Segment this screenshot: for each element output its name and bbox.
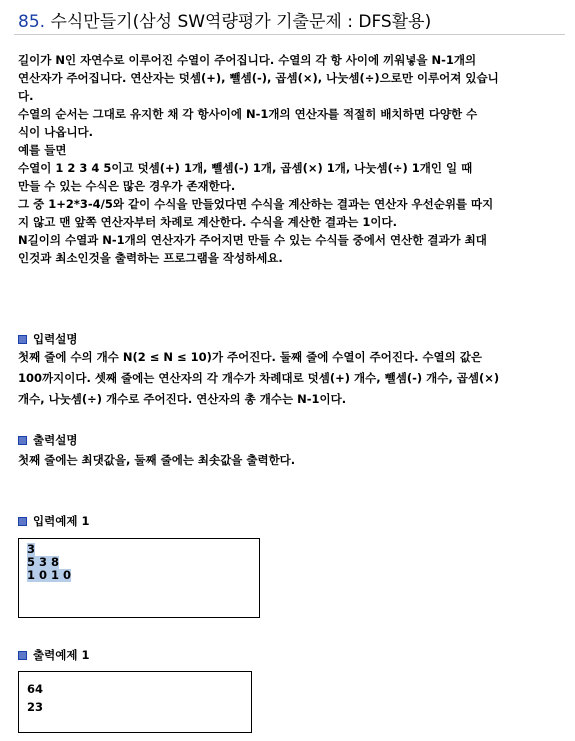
problem-number: 85. — [18, 12, 46, 32]
input-example-heading — [18, 513, 89, 529]
input-example-line: 5 3 8 — [27, 555, 60, 569]
description-line: 예를 들면 — [18, 143, 67, 157]
input-desc-heading-label: 입력설명 — [33, 332, 78, 346]
description-line: 연산자가 주어집니다. 연산자는 덧셈(+), 뺄셈(-), 곱셈(×), 나눗셈(÷)으로만 이루어져 있습니 — [18, 71, 499, 85]
description-line: 수열이 1 2 3 4 5이고 덧셈(+) 1개, 뺄셈(-) 1개, 곱셈(×) 1개, 나눗셈(÷) 1개인 일 때 — [18, 161, 473, 175]
input-example-heading-label: 입력예제 1 — [33, 514, 90, 528]
output-example-heading — [18, 647, 89, 663]
description-line: 지 않고 맨 앞쪽 연산자부터 차례로 계산한다. 수식을 계산한 결과는 1이다. — [18, 215, 397, 229]
description-line: 다. — [18, 89, 34, 103]
description-line: 그 중 1+2*3-4/5와 같이 수식을 만들었다면 수식을 계산하는 결과는 연산자 우선순위를 따지 — [18, 197, 494, 211]
input-example-line: 1 0 1 0 — [27, 568, 72, 582]
input-desc-body — [18, 347, 563, 410]
output-example-line: 23 — [27, 700, 44, 714]
output-example-line: 64 — [27, 682, 44, 696]
description-line: 인것과 최소인것을 출력하는 프로그램을 작성하세요. — [18, 251, 283, 265]
input-desc-line: 개수, 나눗셈(÷) 개수로 주어진다. 연산자의 총 개수는 N-1이다. — [18, 392, 347, 406]
output-example-box — [18, 671, 252, 733]
description-line: 수열의 순서는 그대로 유지한 채 각 항사이에 N-1개의 연산자를 적절히 배치하면 다양한 수 — [18, 107, 478, 121]
description-line: 길이가 N인 자연수로 이루어진 수열이 주어집니다. 수열의 각 항 사이에 끼워넣을 N-1개의 — [18, 53, 477, 67]
square-bullet-icon — [18, 436, 27, 445]
input-desc-heading — [18, 331, 77, 347]
output-desc-heading-label: 출력설명 — [33, 433, 78, 447]
input-desc-line: 100까지이다. 셋째 줄에는 연산자의 각 개수가 차례대로 덧셈(+) 개수, 뺄셈(-) 개수, 곱셈(×) — [18, 371, 500, 385]
output-desc-body — [18, 450, 563, 471]
title-divider — [14, 34, 565, 35]
square-bullet-icon — [18, 335, 27, 344]
description-line: 식이 나옵니다. — [18, 125, 94, 139]
input-desc-line: 첫째 줄에 수의 개수 N(2 ≤ N ≤ 10)가 주어진다. 둘째 줄에 수열이 주어진다. 수열의 값은 — [18, 350, 482, 364]
description-line: 만들 수 있는 수식은 많은 경우가 존재한다. — [18, 179, 236, 193]
output-desc-line: 첫째 줄에는 최댓값을, 둘째 줄에는 최솟값을 출력한다. — [18, 453, 296, 467]
problem-description — [18, 51, 563, 267]
output-example-heading-label: 출력예제 1 — [33, 648, 90, 662]
input-example-box — [18, 538, 260, 618]
output-desc-heading — [18, 432, 77, 448]
square-bullet-icon — [18, 651, 27, 660]
problem-title: 수식만들기(삼성 SW역량평가 기출문제 : DFS활용) — [50, 12, 432, 32]
description-line: N길이의 수열과 N-1개의 연산자가 주어지면 만들 수 있는 수식들 중에서 연산한 결과가 최대 — [18, 233, 487, 247]
square-bullet-icon — [18, 517, 27, 526]
page-title — [18, 7, 431, 32]
input-example-line: 3 — [27, 542, 36, 556]
